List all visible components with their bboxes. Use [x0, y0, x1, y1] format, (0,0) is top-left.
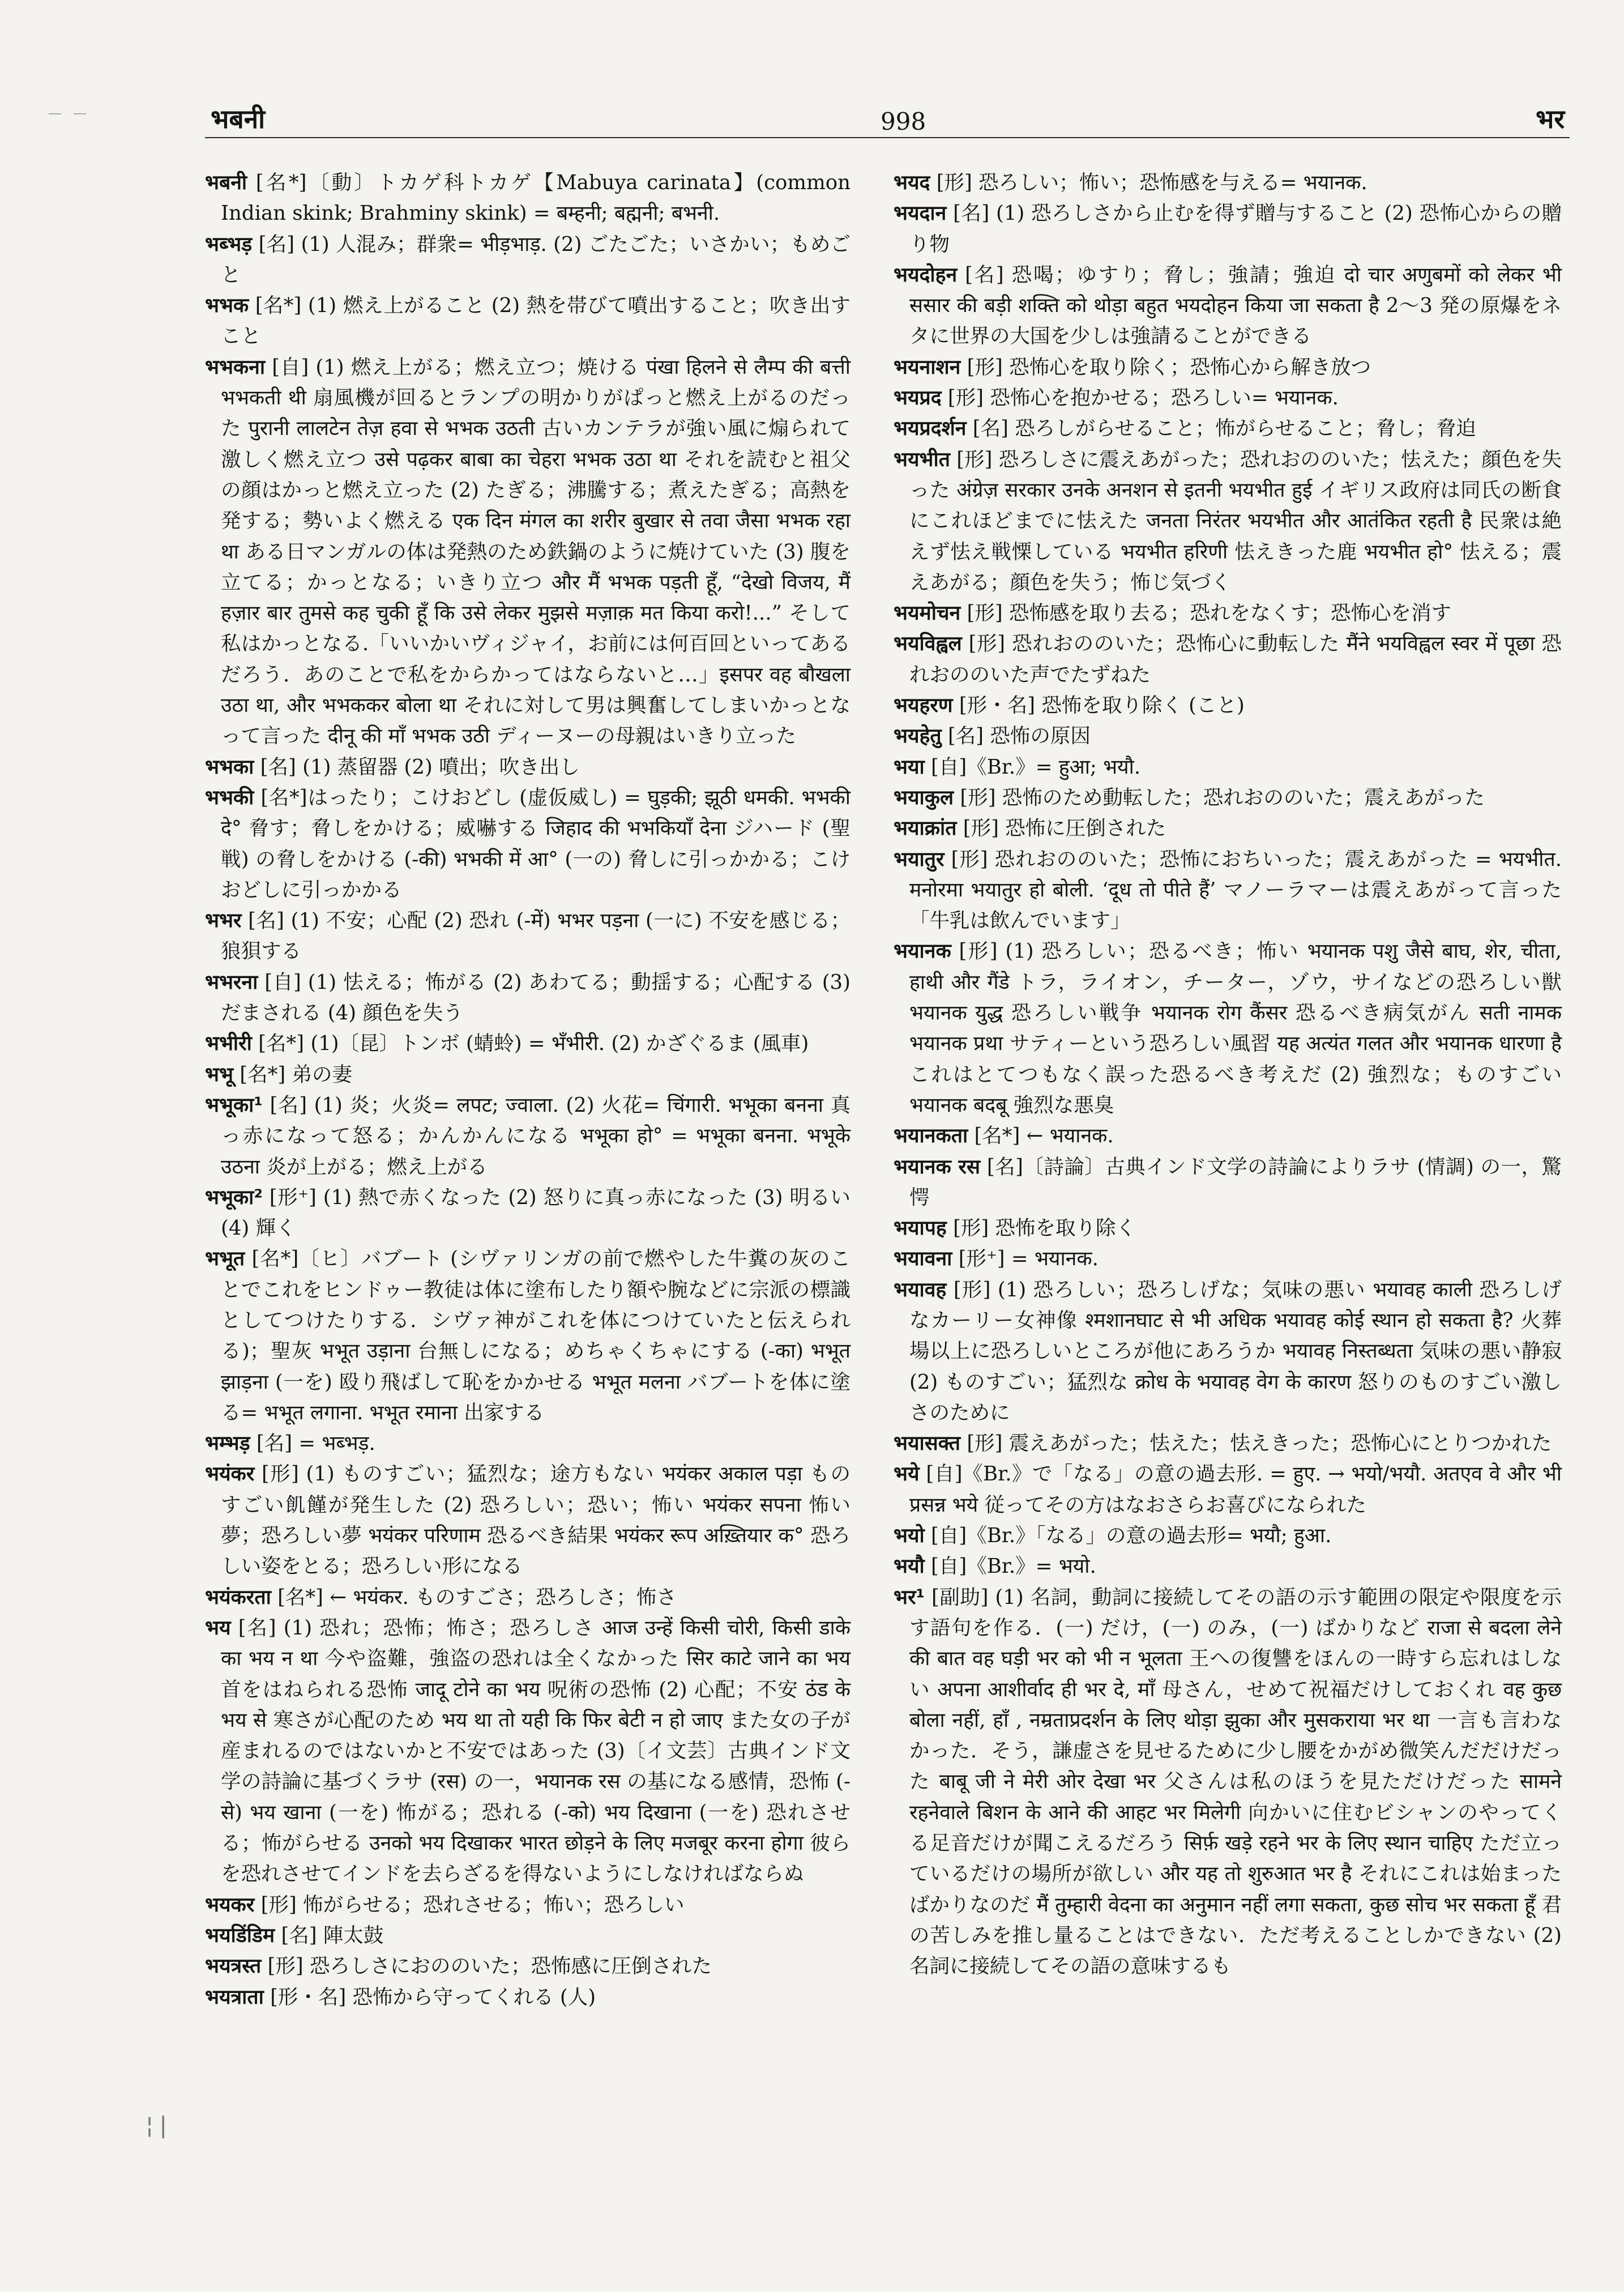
entry-definition: [形] 恐怖心を抱かせる；恐ろしい= भयानक. [947, 386, 1339, 410]
entry-headword: भयकर [205, 1893, 255, 1917]
dictionary-entry [205, 1428, 851, 1459]
dictionary-entry [894, 383, 1562, 413]
dictionary-entry [205, 1459, 851, 1582]
dictionary-entry [894, 1244, 1562, 1274]
dictionary-entry [894, 1428, 1562, 1459]
entry-headword: भयडिंडिम [205, 1923, 275, 1947]
entry-headword: भय [205, 1616, 231, 1640]
dictionary-entry [205, 1582, 851, 1613]
dictionary-entry [205, 352, 851, 752]
dictionary-entry [894, 813, 1562, 844]
entry-definition: [名] 恐喝；ゆすり；脅し；強請；強迫 दो चार अणुबमों को लेकर भी ससार की बड़ी शक्ति को थोड़ा बहुत भयदोहन किया जा सकता है 2〜3 発の原爆をネタに世界の大国を少しは強請ることができる [909, 263, 1562, 348]
entry-definition: [名*]〔動〕トカゲ科トカゲ【Mabuya carinata】(common Indian skink; Brahminy skink) = बम्हनी; बह्मनी; बभनी. [221, 171, 851, 225]
entry-definition: [形] 怖がらせる；恐れさせる；怖い；恐ろしい [260, 1893, 685, 1917]
entry-headword: भयप्रदर्शन [894, 417, 967, 441]
dictionary-entry [205, 967, 851, 1029]
dictionary-entry [894, 1275, 1562, 1428]
entry-headword: भयाक्रांत [894, 817, 957, 840]
dictionary-entry [205, 1028, 851, 1059]
entry-headword: भयातुर [894, 847, 945, 871]
entry-definition: [名*] (1)〔昆〕トンボ (蜻蛉) = भँभीरी. (2) かざぐるま (風車) [258, 1032, 809, 1056]
entry-headword: भयाकुल [894, 786, 954, 809]
margin-dash [49, 113, 61, 114]
entry-headword: भयत्राता [205, 1985, 264, 2009]
dictionary-entry [894, 690, 1562, 721]
entry-definition: [名*]はったり；こけおどし (虚仮威し) = घुड़की; झूठी धमकी. भभकी दे° 脅す；脅しをかける；威嚇する जिहाद की भभकियाँ देना ジハード (聖戦) の脅しをかける (-की) भभकी में आ° (一の) 脅しに引っかかる；こけおどしに引っかかる [221, 786, 851, 902]
entry-headword: भयानक रस [894, 1155, 981, 1179]
entry-definition: [形] 恐怖に圧倒された [963, 817, 1166, 840]
entry-headword: भया [894, 755, 925, 779]
entry-headword: भभक [205, 294, 249, 318]
entry-definition: [形] (1) 恐ろしい；恐るべき；怖い भयानक पशु जैसे बाघ, शेर, चीता, हाथी और गैंडे トラ，ライオン，チーター，ゾウ，サイなどの恐ろしい獣 भयानक युद्ध 恐ろしい戦争 भयानक रोग कैंसर 恐るべき病気がん सती नामक भयानक प्रथा サティーという恐ろしい風習 यह अत्यंत गलत और भयानक धारणा है これはとてつもなく誤った恐るべき考えだ (2) 強烈な；ものすごい भयानक बदबू 強烈な悪臭 [909, 940, 1562, 1117]
dictionary-entry [205, 783, 851, 906]
dictionary-entry [894, 445, 1562, 598]
dictionary-entry [894, 629, 1562, 690]
entry-headword: भयदान [894, 202, 947, 225]
entry-definition: [名] (1) 蒸留器 (2) 噴出；吹き出し [260, 755, 580, 779]
dictionary-entry [894, 413, 1562, 444]
entry-definition: [形] 恐ろしさに震えあがった；恐れおののいた；怯えた；顔色を失った अंग्रेज़ सरकार उनके अनशन से इतनी भयभीत हुई イギリス政府は同氏の断食にこれほどまでに怯えた जनता निरंतर भयभीत और आतंकित रहती है 民衆は絶えず怯え戦慄している भयभीत हरिणी 怯えきった鹿 भयभीत हो° 怯える；震えあがる；顔色を失う；怖じ気づく [909, 447, 1562, 594]
entry-headword: भयानक [894, 940, 951, 963]
entry-definition: [副助] (1) 名詞，動詞に接続してその語の示す範囲の限定や限度を示す語句を作る．(一) だけ，(一) のみ，(一) ばかりなど राजा से बदला लेने की बात वह घड़ी भर को भी न भूलता 王への復讐をほんの一時すら忘れはしない अपना आशीर्वाद ही भर दे, माँ 母さん，せめて祝福だけしておくれ वह कुछ बोला नहीं, हाँ , नम्रताप्रदर्शन के लिए थोड़ा झुका और मुसकराया भर था 一言も言わなかった．そう，謙虚さを見せるために少し腰をかがめ微笑んだだけだった बाबू जी ने मेरी ओर देखा भर 父さんは私のほうを見ただけだった सामने रहनेवाले बिशन के आने की आहट भर मिलेगी 向かいに住むビシャンのやってくる足音だけが聞こえるだろう सिर्फ़ खड़े रहने भर के लिए स्थान चाहिए ただ立っているだけの場所が欲しい और यह तो शुरुआत भर है それにこれは始まったばかりなのだ मैं तुम्हारी वेदना का अनुमान नहीं लगा सकता, कुछ सोच भर सकता हूँ 君の苦しみを推し量ることはできない．ただ考えることしかできない (2) 名詞に接続してその語の意味するも [909, 1585, 1562, 1978]
entry-definition: [名] 陣太鼓 [281, 1923, 384, 1947]
entry-definition: [形] 恐怖のため動転した；恐れおののいた；震えあがった [960, 786, 1485, 809]
entry-headword: भयंकरता [205, 1585, 271, 1609]
entry-headword: भयत्रस्त [205, 1954, 262, 1978]
entry-headword: भम्भड़ [205, 1432, 250, 1456]
dictionary-entry [894, 260, 1562, 352]
entry-definition: [形] 恐怖を取り除く [953, 1217, 1136, 1240]
entry-headword: भयविह्वल [894, 632, 962, 656]
entry-headword: भयो [894, 1524, 925, 1548]
entry-definition: [形] 恐れおののいた；恐怖心に動転した मैंने भयविह्वल स्वर में पूछा 恐れおののいた声でたずねた [909, 632, 1562, 686]
dictionary-entry [894, 1521, 1562, 1551]
entry-definition: [名*] ← भयंकर. ものすごさ；恐ろしさ；怖さ [277, 1585, 677, 1609]
running-head-left: भबनी [211, 104, 266, 134]
dictionary-entry [205, 752, 851, 783]
entry-definition: [名] (1) 炎；火炎= लपट; ज्वाला. (2) 火花= चिंगारी. भभूका बनना 真っ赤になって怒る；かんかんになる भभूका हो° = भभूका बनना. भभूके उठना 炎が上がる；燃え上がる [221, 1093, 851, 1179]
entry-headword: भयप्रद [894, 386, 942, 410]
entry-headword: भभीरी [205, 1032, 252, 1056]
entry-definition: [名]〔詩論〕古典インド文学の詩論によりラサ (情調) の一，驚愕 [909, 1155, 1562, 1209]
entry-headword: भयंकर [205, 1462, 255, 1486]
entry-definition: [自]《Br.》「なる」の意の過去形= भयौ; हुआ. [931, 1524, 1332, 1548]
dictionary-entry [205, 1060, 851, 1090]
dictionary-entry [894, 1213, 1562, 1244]
entry-definition: [形⁺] (1) 熱で赤くなった (2) 怒りに真っ赤になった (3) 明るい (4) 輝く [221, 1185, 851, 1240]
dictionary-entry [894, 752, 1562, 783]
margin-dash [74, 113, 86, 114]
entry-headword: भयौ [894, 1555, 925, 1578]
entry-headword: भयावह [894, 1278, 947, 1301]
entry-headword: भयभीत [894, 447, 950, 471]
left-column [205, 168, 851, 2013]
header-rule [205, 137, 1570, 138]
entry-headword: भभरना [205, 970, 258, 994]
entry-headword: भभका [205, 755, 254, 779]
entry-headword: भयावना [894, 1247, 952, 1271]
entry-definition: [形] 恐怖心を取り除く；恐怖心から解き放つ [967, 355, 1371, 379]
entry-headword: भभकना [205, 355, 266, 379]
entry-definition: [形] 恐ろしい；怖い；恐怖感を与える= भयानक. [936, 171, 1367, 194]
entry-headword: भयानकता [894, 1124, 968, 1148]
entry-definition: [自] (1) 燃え上がる；燃え立つ；焼ける पंखा हिलने से लैम्प की बत्ती भभकती थी 扇風機が回るとランプの明かりがぱっと燃え上がるのだった पुरानी लालटेन तेज़ हवा से भभक उठती 古いカンテラが強い風に煽られて激しく燃え立つ उसे पढ़कर बाबा का चेहरा भभक उठा था それを読むと祖父の顔はかっと燃え立った (2) たぎる；沸騰する；煮えたぎる；高熱を発する；勢いよく燃える एक दिन मंगल का शरीर बुखार से तवा जैसा भभक रहा था ある日マンガルの体は発熱のため鉄鍋のように焼けていた (3) 腹を立てる；かっとなる；いきり立つ और मैं भभक पड़ती हूँ, “देखो विजय, मैं हज़ार बार तुमसे कह चुकी हूँ कि उसे लेकर मुझसे मज़ाक़ मत किया करो!...” そして私はかっとなる.「いいかいヴィジャイ，お前には何百回といってあるだろう．あのことで私をからかってはならないと…」इसपर वह बौखला उठा था, और भभककर बोला था それに対して男は興奮してしまいかっとなって言った दीनू की माँ भभक उठी ディーヌーの母親はいきり立った [221, 355, 851, 748]
entry-definition: [自] (1) 怯える；怖がる (2) あわてる；動揺する；心配する (3) だまされる (4) 顔色を失う [221, 970, 851, 1025]
entry-headword: भयासक्त [894, 1432, 961, 1456]
dictionary-entry [894, 1551, 1562, 1582]
entry-definition: [名] (1) 恐れ；恐怖；怖さ；恐ろしさ आज उन्हें किसी चोरी, किसी डाके का भय न था 今や盗難，強盗の恐れは全くなかった सिर काटे जाने का भय 首をはねられる恐怖 जादू टोने का भय 呪術の恐怖 (2) 心配；不安 ठंड के भय से 寒さが心配のため भय था तो यही कि फिर बेटी न हो जाए また女の子が産まれるのではないかと不安ではあった (3)〔イ文芸〕古典インド文学の詩論に基づくラサ (रस) の一，भयानक रस の基になる感情，恐怖 (-से) भय खाना (一を) 怖がる；恐れる (-को) भय दिखाना (一を) 恐れさせる；怖がらせる उनको भय दिखाकर भारत छोड़ने के लिए मजबूर करना होगा 彼らを恐れさせてインドを去らざるを得ないようにしなければならぬ [221, 1616, 851, 1886]
dictionary-entry [205, 1982, 851, 2013]
entry-headword: भभर [205, 909, 242, 933]
dictionary-entry [205, 168, 851, 229]
page-number: 998 [881, 108, 926, 135]
entry-definition: [形] 恐れおののいた；恐怖におちいった；震えあがった = भयभीत. मनोरमा भयातुर हो बोली. ‘दूध तो पीते हैं’ マノーラマーは震えあがって言った「牛乳は飲んでいます」 [909, 847, 1562, 933]
entry-definition: [名] = भब्भड़. [256, 1432, 375, 1456]
entry-definition: [名] (1) 不安；心配 (2) 恐れ (-में) भभर पड़ना (一に) 不安を感じる；狼狽する [221, 909, 851, 963]
entry-headword: भब्भड़ [205, 232, 253, 256]
entry-definition: [名*] 弟の妻 [240, 1062, 352, 1086]
dictionary-entry [205, 1951, 851, 1982]
entry-definition: [自]《Br.》= भयो. [931, 1555, 1096, 1578]
entry-headword: भभू [205, 1062, 233, 1086]
entry-headword: भयनाशन [894, 355, 961, 379]
entry-headword: भभूका² [205, 1185, 263, 1209]
entry-headword: भये [894, 1462, 920, 1486]
dictionary-entry [205, 1890, 851, 1920]
entry-headword: भयद [894, 171, 930, 194]
dictionary-entry [205, 291, 851, 352]
entry-definition: [形・名] 恐怖を取り除く (こと) [959, 694, 1245, 718]
dictionary-entry [205, 1920, 851, 1951]
running-head-right: भर [1536, 104, 1565, 134]
entry-headword: भयापह [894, 1217, 947, 1240]
entry-definition: [自]《Br.》= हुआ; भयौ. [931, 755, 1141, 779]
entry-definition: [名*] ← भयानक. [974, 1124, 1114, 1148]
dictionary-entry [894, 1121, 1562, 1151]
dictionary-entry [894, 598, 1562, 629]
entry-definition: [自]《Br.》で「なる」の意の過去形. = हुए. → भयो/भयौ. अतएव वे और भी प्रसन्न भये 従ってその方はなおさらお喜びになられた [909, 1462, 1562, 1517]
dictionary-entry [894, 198, 1562, 260]
dictionary-entry [894, 783, 1562, 813]
entry-headword: भभूत [205, 1247, 245, 1271]
entry-definition: [形] 震えあがった；怯えた；怯えきった；恐怖心にとりつかれた [967, 1432, 1552, 1456]
dictionary-entry [894, 168, 1562, 198]
entry-headword: भयहरण [894, 694, 953, 718]
entry-definition: [名*]〔ヒ〕バブート (シヴァリンガの前で燃やした牛糞の灰のことでこれをヒンドゥー教徒は体に塗布したり額や腕などに宗派の標識としてつけたりする．シヴァ神がこれを体につけていたと伝えられる)；聖灰 भभूत उड़ाना 台無しになる；めちゃくちゃにする (-का) भभूत झाड़ना (一を) 殴り飛ばして恥をかかせる भभूत मलना バブートを体に塗る= भभूत लगाना. भभूत रमाना 出家する [221, 1247, 851, 1424]
dictionary-entry [894, 721, 1562, 752]
entry-definition: [形・名] 恐怖から守ってくれる (人) [270, 1985, 596, 2009]
dictionary-entry [894, 936, 1562, 1121]
dictionary-entry [894, 844, 1562, 937]
dictionary-entry [205, 1613, 851, 1890]
entry-definition: [形] (1) 恐ろしい；恐ろしげな；気味の悪い भयावह काली 恐ろしげなカーリー女神像 श्मशानघाट से भी अधिक भयावह कोई स्थान हो सकता है? 火葬場以上に恐ろしいところが他にあろうか भयावह निस्तब्धता 気味の悪い静寂 (2) ものすごい；猛烈な क्रोध के भयावह वेग के कारण 怒りのものすごい激しさのために [909, 1278, 1562, 1424]
dictionary-entry [894, 1582, 1562, 1982]
entry-definition: [名] 恐怖の原因 [947, 724, 1091, 748]
entry-definition: [名] 恐ろしがらせること；怖がらせること；脅し；脅迫 [972, 417, 1476, 441]
entry-definition: [形] 恐ろしさにおののいた；恐怖感に圧倒された [267, 1954, 712, 1978]
entry-definition: [名] (1) 恐ろしさから止むを得ず贈与すること (2) 恐怖心からの贈り物 [909, 202, 1562, 256]
entry-definition: [名] (1) 人混み；群衆= भीड़भाड़. (2) ごたごた；いさかい；もめごと [221, 232, 851, 287]
entry-headword: भयदोहन [894, 263, 958, 287]
entry-definition: [名*] (1) 燃え上がること (2) 熱を帯びて噴出すること；吹き出すこと [221, 294, 851, 348]
right-column [894, 168, 1562, 1982]
entry-definition: [形] 恐怖感を取り去る；恐れをなくす；恐怖心を消す [967, 601, 1452, 625]
dictionary-entry [205, 906, 851, 967]
margin-mark: ¦| [143, 2112, 170, 2139]
entry-headword: भभकी [205, 786, 254, 809]
dictionary-entry [205, 1183, 851, 1244]
dictionary-entry [205, 1090, 851, 1183]
dictionary-entry [205, 229, 851, 291]
entry-headword: भर¹ [894, 1585, 925, 1609]
entry-definition: [形] (1) ものすごい；猛烈な；途方もない भयंकर अकाल पड़ा ものすごい飢饉が発生した (2) 恐ろしい；恐い；怖い भयंकर सपना 怖い夢；恐ろしい夢 भयंकर परिणाम 恐るべき結果 भयंकर रूप अख़्तियार क° 恐ろしい姿をとる；恐ろしい形になる [221, 1462, 851, 1578]
dictionary-entry [894, 1152, 1562, 1214]
dictionary-entry [894, 1459, 1562, 1521]
entry-headword: भयहेतु [894, 724, 942, 748]
dictionary-entry [894, 352, 1562, 383]
entry-headword: भयमोचन [894, 601, 961, 625]
entry-headword: भबनी [205, 171, 247, 194]
dictionary-entry [205, 1244, 851, 1428]
entry-headword: भभूका¹ [205, 1093, 263, 1117]
entry-definition: [形⁺] = भयानक. [958, 1247, 1099, 1271]
